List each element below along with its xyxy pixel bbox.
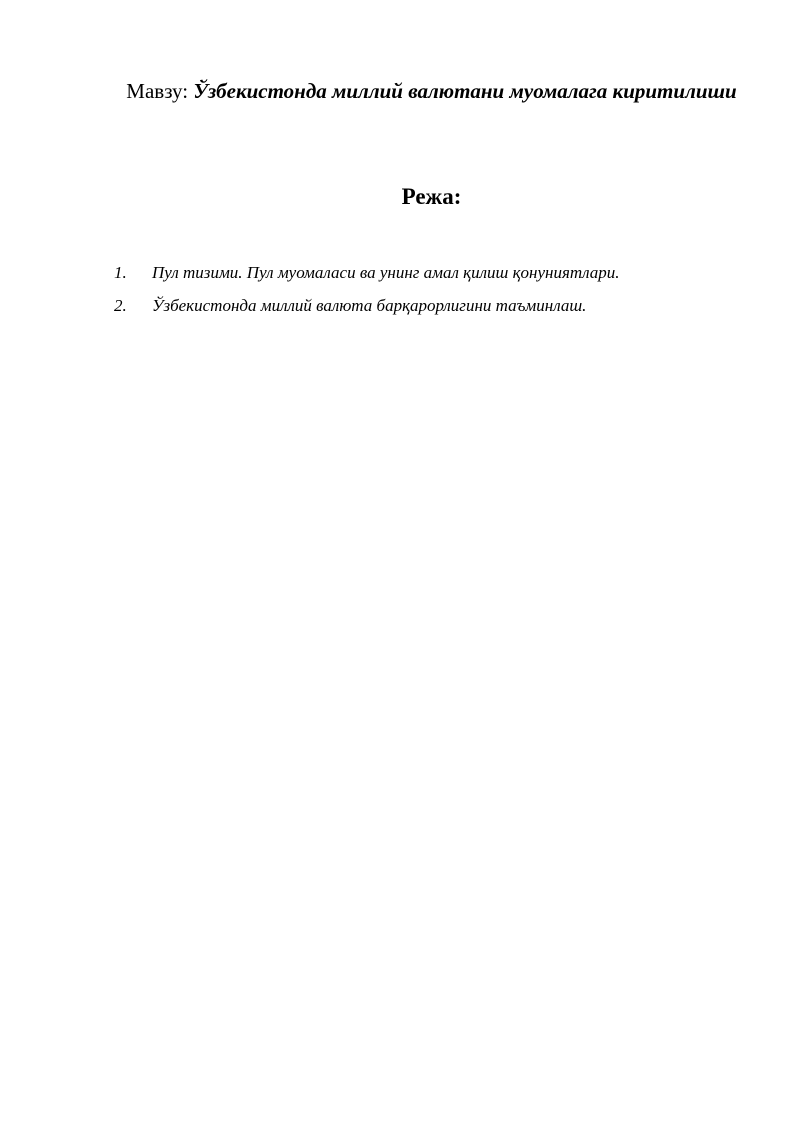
document-title bbox=[100, 73, 763, 109]
plan-heading: Режа: bbox=[401, 184, 462, 209]
plan-item-number: 1. bbox=[114, 263, 127, 282]
plan-list-item bbox=[114, 289, 764, 322]
title-prefix: Мавзу: bbox=[126, 79, 189, 103]
plan-list-item bbox=[114, 256, 764, 289]
plan-item-text: Ўзбекистонда миллий валюта барқарорлигини таъминлаш. bbox=[152, 296, 587, 315]
plan-list bbox=[114, 256, 764, 322]
title-main: Ўзбекистонда миллий валютани муомалага киритилиши bbox=[193, 79, 737, 103]
plan-item-number: 2. bbox=[114, 296, 127, 315]
plan-item-text: Пул тизими. Пул муомаласи ва унинг амал қилиш қонуниятлари. bbox=[152, 263, 620, 282]
